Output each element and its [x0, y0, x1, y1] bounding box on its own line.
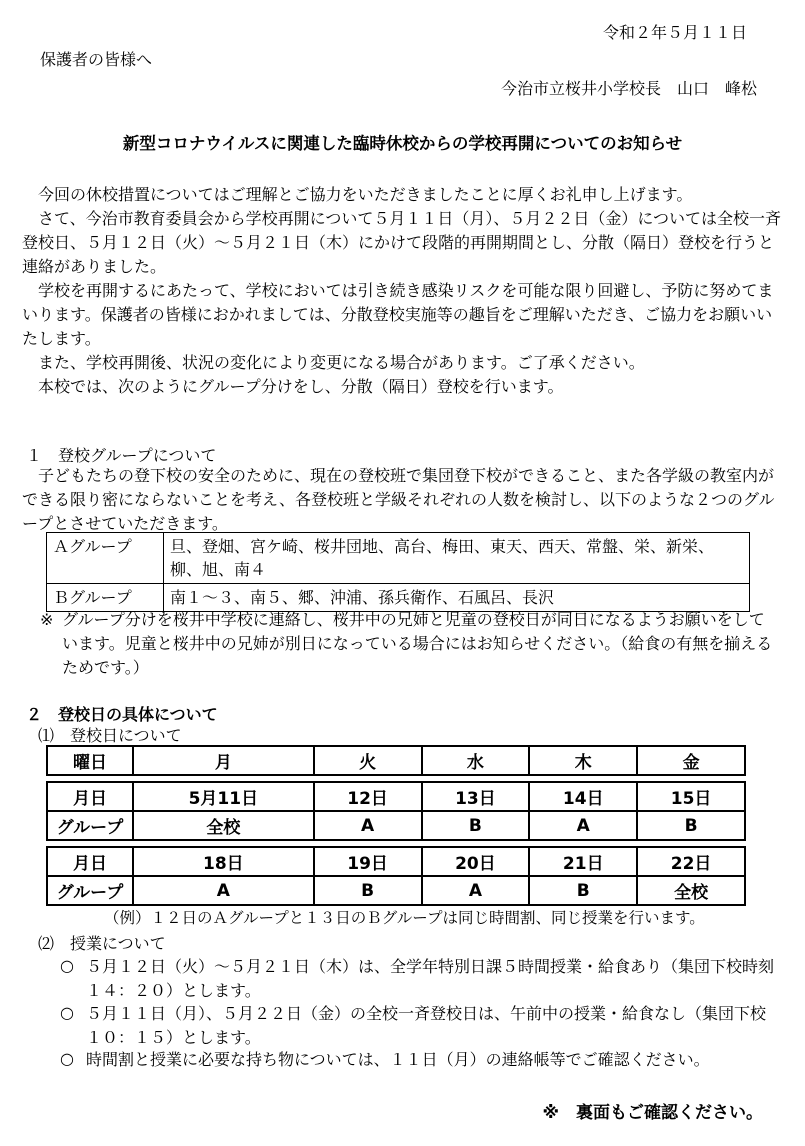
document-date: 令和２年５月１１日 [602, 23, 747, 42]
table-cell: B [637, 811, 745, 840]
table-cell: 全校 [133, 811, 314, 840]
table-cell: 22日 [637, 847, 745, 876]
table-cell: B [422, 811, 530, 840]
circle-bullet: ○ [60, 1049, 74, 1068]
table-header-cell: 月 [133, 746, 314, 775]
table-cell: A [529, 811, 637, 840]
addressee: 保護者の皆様へ [40, 50, 153, 69]
table-cell: 5月11日 [133, 782, 314, 811]
gap-cell [47, 840, 745, 847]
intro-paragraph: 学校を再開するにあたって、学校においては引き続き感染リスクを可能な限り回避し、予防に努めてまいります。保護者の皆様におかれましては、分散登校実施等の趣旨をご理解いただき、ご協力をお願いいたします。 [22, 281, 774, 348]
section1-body [22, 464, 782, 536]
table-header-cell: 木 [529, 746, 637, 775]
sender: 今治市立桜井小学校長 山口 峰松 [500, 79, 757, 98]
table-cell: グループ [47, 811, 133, 840]
table-cell: A [422, 876, 530, 905]
subsection-classes: ⑵ 授業について [38, 934, 166, 953]
table-cell: 19日 [314, 847, 422, 876]
class-info-item: 時間割と授業に必要な持ち物については、１１日（月）の連絡帳等でご確認ください。 [86, 1050, 710, 1069]
table-cell: 15日 [637, 782, 745, 811]
table-row [47, 876, 745, 905]
group-table [46, 532, 750, 612]
gap-cell [47, 775, 745, 782]
table-row [47, 782, 745, 811]
table-row [47, 847, 745, 876]
intro-paragraphs [22, 183, 782, 399]
intro-paragraph: 今回の休校措置についてはご理解とご協力をいただきましたことに厚くお礼申し上げます。 [38, 185, 693, 204]
intro-paragraph: さて、今治市教育委員会から学校再開について５月１１日（月）、５月２２日（金）については全校一斉登校日、５月１２日（火）～５月２１日（木）にかけて段階的再開期間とし、分散（隔日）登校を行うと連絡がありました。 [22, 209, 782, 276]
section1-heading: １ 登校グループについて [26, 446, 217, 465]
table-cell: 全校 [637, 876, 745, 905]
intro-paragraph: 本校では、次のようにグループ分けをし、分散（隔日）登校を行います。 [38, 377, 564, 396]
table-cell: B [314, 876, 422, 905]
group-name: Ａグループ [47, 533, 164, 584]
table-cell: 12日 [314, 782, 422, 811]
table-gap [47, 775, 745, 782]
group-areas: 旦、登畑、宮ケ崎、桜井団地、高台、梅田、東天、西天、常盤、栄、新栄、柳、旭、南４ [164, 533, 750, 584]
group-areas: 南１～３、南５、郷、沖浦、孫兵衛作、石風呂、長沢 [164, 584, 750, 612]
table-cell: B [529, 876, 637, 905]
class-info-item: ５月１１日（月）、５月２２日（金）の全校一斉登校日は、午前中の授業・給食なし（集団下校１０：１５）とします。 [86, 1004, 767, 1047]
section1-paragraph: 子どもたちの登下校の安全のために、現在の登校班で集団登下校ができること、また各学級の教室内ができる限り密にならないことを考え、各登校班と学級それぞれの人数を検討し、以下のような２つのグループとさせていただきます。 [22, 466, 775, 533]
section1-note: グループ分けを桜井中学校に連絡し、桜井中の兄姉と児童の登校日が同日になるようお願いをしています。児童と桜井中の兄姉が別日になっている場合にはお知らせください。（給食の有無を揃えるためです。） [62, 610, 773, 677]
schedule-example: （例）１２日のＡグループと１３日のＢグループは同じ時間割、同じ授業を行います。 [104, 909, 705, 927]
table-cell: 14日 [529, 782, 637, 811]
table-header-cell: 金 [637, 746, 745, 775]
table-cell: A [314, 811, 422, 840]
table-cell: A [133, 876, 314, 905]
table-cell: 18日 [133, 847, 314, 876]
circle-bullet: ○ [60, 956, 74, 975]
table-cell: グループ [47, 876, 133, 905]
schedule-table [46, 745, 746, 906]
table-cell: 13日 [422, 782, 530, 811]
table-cell: 21日 [529, 847, 637, 876]
table-header-cell: 水 [422, 746, 530, 775]
note-mark: ※ [40, 610, 54, 629]
footer-note: ※ 裏面もご確認ください。 [542, 1103, 763, 1123]
table-cell: 月日 [47, 782, 133, 811]
circle-bullet: ○ [60, 1003, 74, 1022]
class-info-item: ５月１２日（火）～５月２１日（木）は、全学年特別日課５時間授業・給食あり（集団下校時刻１４：２０）とします。 [86, 957, 775, 1000]
section2-heading: ２ 登校日の具体について [26, 705, 218, 724]
table-header-cell: 曜日 [47, 746, 133, 775]
table-cell: 20日 [422, 847, 530, 876]
table-cell: 月日 [47, 847, 133, 876]
intro-paragraph: また、学校再開後、状況の変化により変更になる場合があります。ご了承ください。 [38, 353, 645, 372]
table-header-row [47, 746, 745, 775]
table-header-cell: 火 [314, 746, 422, 775]
page-title: 新型コロナウイルスに関連した臨時休校からの学校再開についてのお知らせ [122, 134, 683, 153]
table-row [47, 811, 745, 840]
table-gap [47, 840, 745, 847]
group-name: Ｂグループ [47, 584, 164, 612]
subsection-schedule: ⑴ 登校日について [38, 726, 182, 745]
table-row [47, 533, 750, 584]
